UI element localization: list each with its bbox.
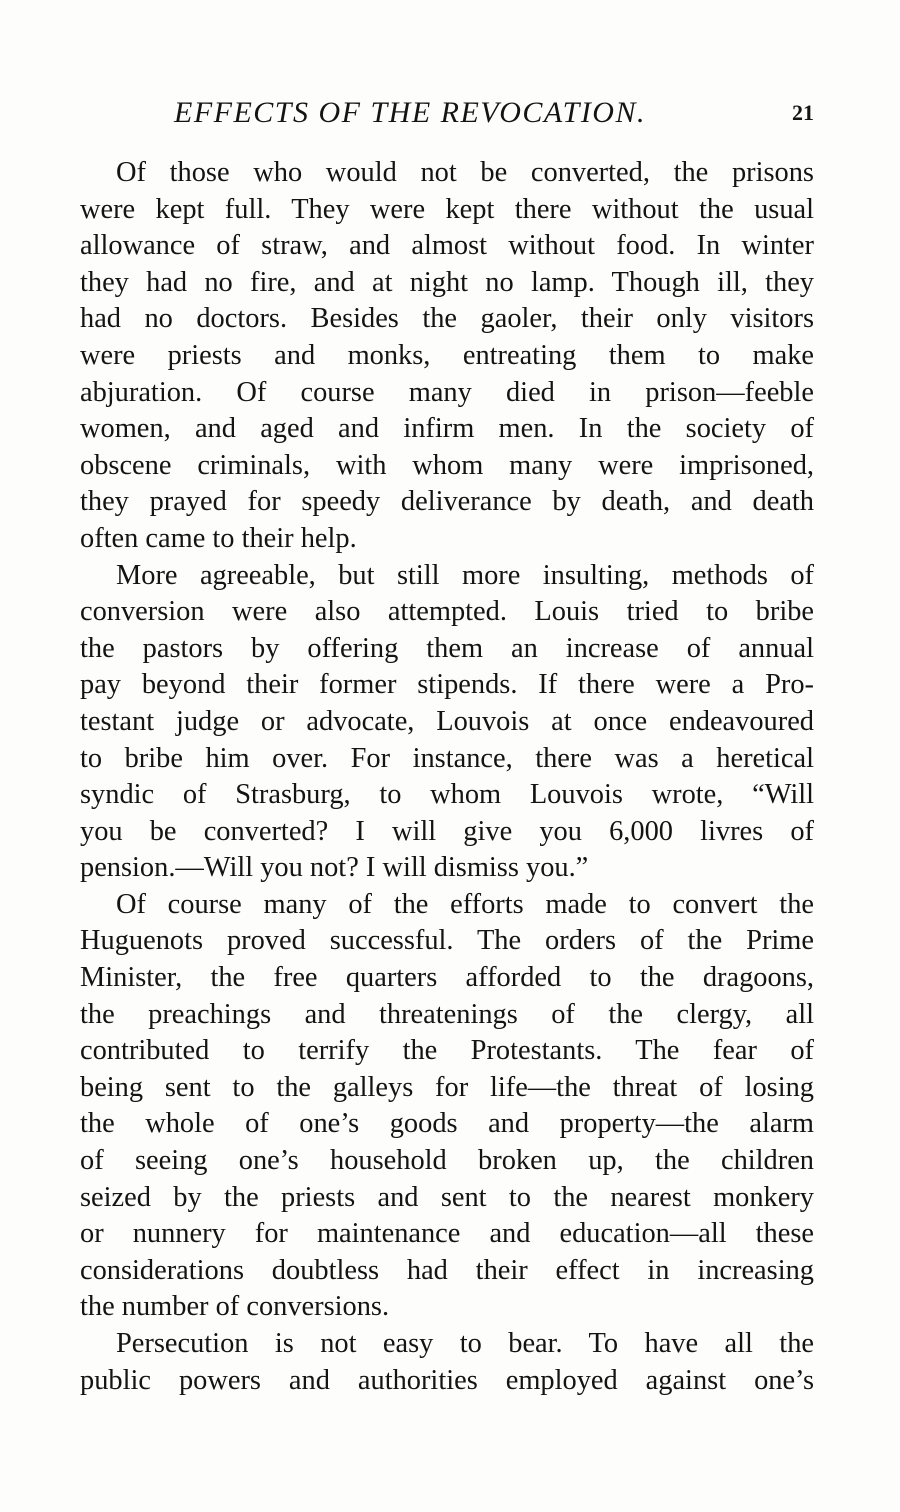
page-number: 21 — [792, 100, 814, 125]
text-line: the whole of one’s goods and property—the alarm — [80, 1108, 814, 1140]
text-line: Huguenots proved successful. The orders of the Prime — [80, 925, 814, 957]
text-line: testant judge or advocate, Louvois at once endeavoured — [80, 705, 814, 737]
paragraph-persecution — [80, 1326, 814, 1399]
text-line: or nunnery for maintenance and education—all these — [80, 1218, 814, 1250]
text-line: they had no fire, and at night no lamp. Though ill, they — [80, 266, 814, 298]
text-line: Of course many of the efforts made to convert the — [116, 888, 814, 920]
running-title: EFFECTS OF THE REVOCATION. — [174, 96, 646, 129]
text-line: conversion were also attempted. Louis tried to bribe — [80, 596, 814, 628]
body-text — [80, 155, 814, 1399]
text-line: had no doctors. Besides the gaoler, their only visitors — [80, 303, 814, 335]
text-line: public powers and authorities employed against one’s — [80, 1364, 814, 1396]
paragraph-prisons — [80, 155, 814, 558]
text-line: women, and aged and infirm men. In the society of — [80, 413, 814, 445]
text-line: the pastors by offering them an increase of annual — [80, 632, 814, 664]
text-line: More agreeable, but still more insulting, methods of — [116, 559, 814, 591]
text-line: often came to their help. — [80, 522, 357, 554]
text-line: you be converted? I will give you 6,000 livres of — [80, 815, 814, 847]
paragraph-conversions — [80, 887, 814, 1326]
text-line: they prayed for speedy deliverance by death, and death — [80, 486, 814, 518]
page-header — [78, 96, 814, 132]
text-line: pay beyond their former stipends. If there were a Pro- — [80, 669, 814, 701]
text-line: considerations doubtless had their effect in increasing — [80, 1254, 814, 1286]
text-line: obscene criminals, with whom many were imprisoned, — [80, 449, 814, 481]
text-line: the number of conversions. — [80, 1291, 390, 1323]
text-line: contributed to terrify the Protestants. The fear of — [80, 1035, 814, 1067]
text-line: abjuration. Of course many died in prison—feeble — [80, 376, 814, 408]
text-line: being sent to the galleys for life—the threat of losing — [80, 1071, 814, 1103]
text-line: seized by the priests and sent to the nearest monkery — [80, 1181, 814, 1213]
text-line: Of those who would not be converted, the prisons — [116, 157, 814, 188]
text-line: syndic of Strasburg, to whom Louvois wrote, “Will — [80, 779, 814, 811]
text-line: allowance of straw, and almost without food. In winter — [80, 230, 814, 262]
text-line: to bribe him over. For instance, there was a heretical — [80, 742, 814, 774]
paragraph-bribery — [80, 558, 814, 887]
text-line: pension.—Will you not? I will dismiss you.” — [80, 852, 589, 884]
text-line: Persecution is not easy to bear. To have all the — [116, 1328, 814, 1359]
text-line: were priests and monks, entreating them to make — [80, 339, 814, 371]
text-line: Minister, the free quarters afforded to the dragoons, — [80, 962, 814, 994]
text-line: the preachings and threatenings of the clergy, all — [80, 998, 814, 1030]
text-line: were kept full. They were kept there without the usual — [80, 193, 814, 225]
text-line: of seeing one’s household broken up, the children — [80, 1145, 814, 1177]
